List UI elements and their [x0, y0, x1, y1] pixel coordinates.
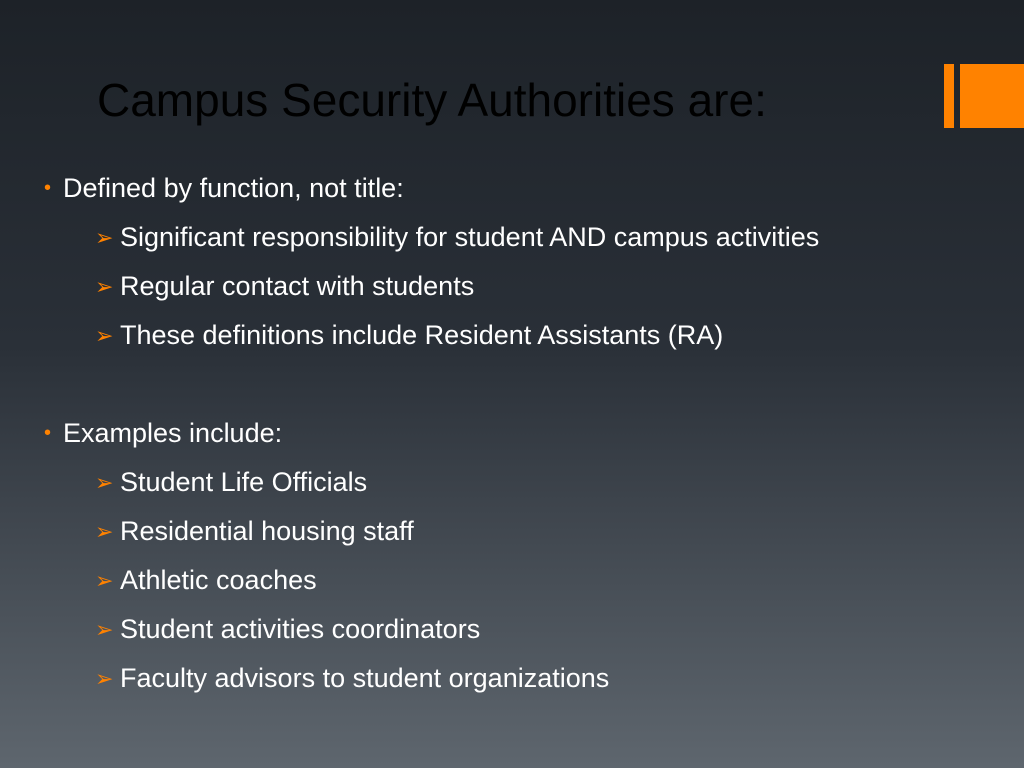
bullet-list: [44, 164, 1014, 703]
sub-item-text: These definitions include Resident Assistants (RA): [120, 320, 724, 350]
sub-item-text: Faculty advisors to student organizations: [120, 663, 610, 693]
accent-bar-thin: [944, 64, 954, 128]
arrow-bullet-icon: ➢: [95, 323, 114, 348]
bullet-dot-icon: •: [44, 422, 52, 444]
bullet-text: Examples include:: [63, 418, 283, 448]
sub-item-text: Student activities coordinators: [120, 614, 481, 644]
sub-item-text: Significant responsibility for student AND campus activities: [120, 222, 820, 252]
arrow-bullet-icon: ➢: [95, 225, 114, 250]
slide-title: Campus Security Authorities are:: [97, 74, 767, 126]
sub-item: [95, 262, 1014, 311]
bullet-text: Defined by function, not title:: [63, 173, 404, 203]
arrow-bullet-icon: ➢: [95, 568, 114, 593]
sub-item: [95, 556, 1014, 605]
bullet-item-examples: [44, 409, 1014, 703]
sub-item: [95, 654, 1014, 703]
arrow-bullet-icon: ➢: [95, 617, 114, 642]
arrow-bullet-icon: ➢: [95, 274, 114, 299]
bullet-dot-icon: •: [44, 177, 52, 199]
arrow-bullet-icon: ➢: [95, 519, 114, 544]
sub-item: [95, 605, 1014, 654]
arrow-bullet-icon: ➢: [95, 470, 114, 495]
sub-item-text: Student Life Officials: [120, 467, 368, 497]
sub-item-text: Athletic coaches: [120, 565, 317, 595]
sub-item: [95, 458, 1014, 507]
sub-item: [95, 213, 1014, 262]
sub-list: [63, 213, 1014, 360]
sub-item: [95, 311, 1014, 360]
sub-item-text: Residential housing staff: [120, 516, 414, 546]
sub-item-text: Regular contact with students: [120, 271, 475, 301]
sub-list: [63, 458, 1014, 703]
arrow-bullet-icon: ➢: [95, 666, 114, 691]
accent-bar-thick: [960, 64, 1024, 128]
sub-item: [95, 507, 1014, 556]
bullet-item-defined-by-function: [44, 164, 1014, 360]
list-spacer: [44, 360, 1014, 409]
